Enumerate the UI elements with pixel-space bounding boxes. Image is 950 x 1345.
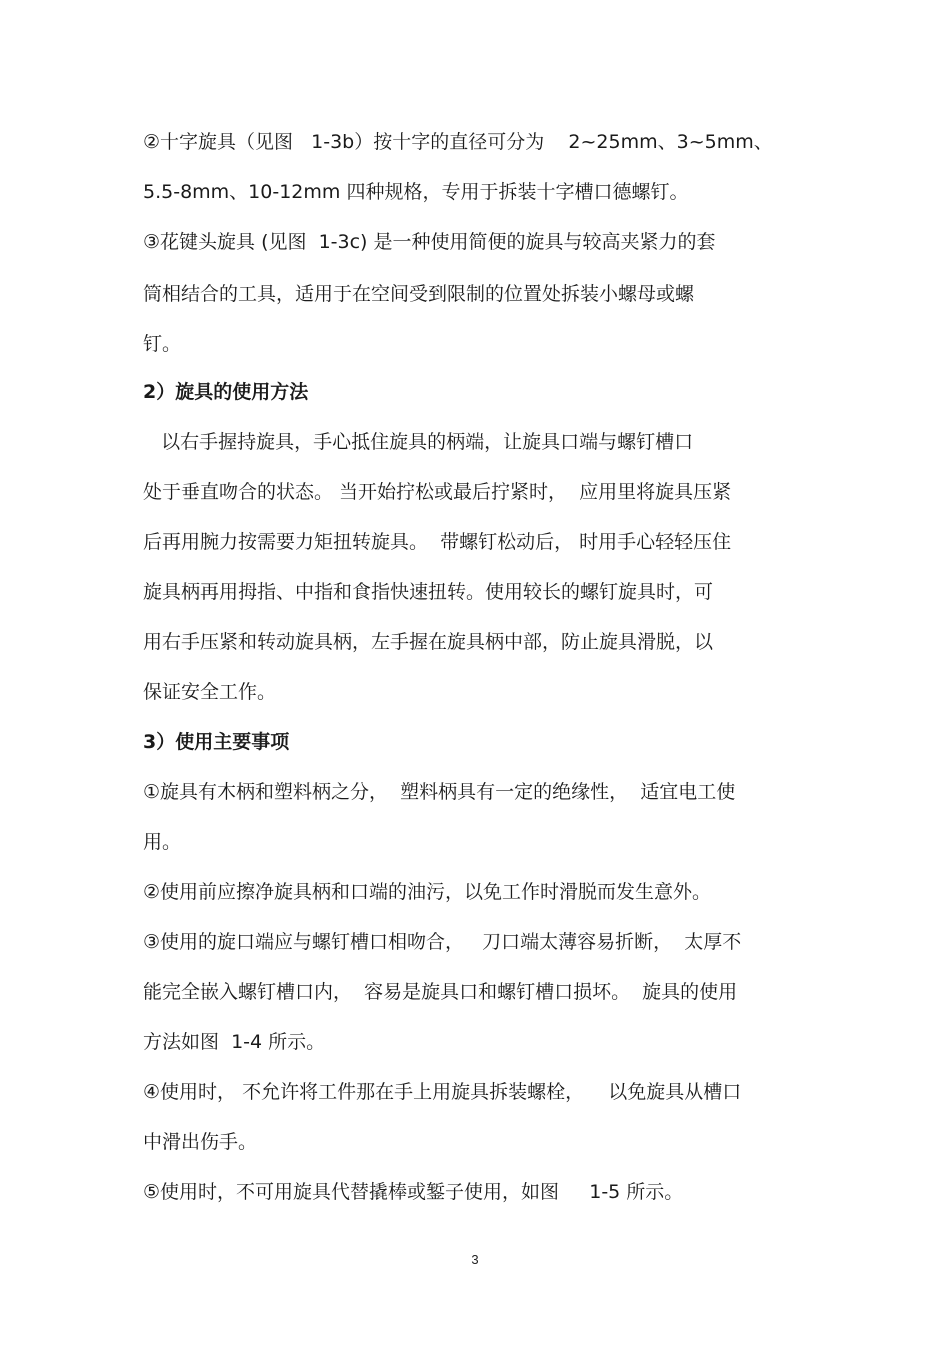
- page-number: 3: [471, 1252, 479, 1267]
- text-line: 用右手压紧和转动旋具柄，左手握在旋具柄中部，防止旋具滑脱，以: [143, 631, 714, 653]
- text-line: ②使用前应擦净旋具柄和口端的油污，以免工作时滑脱而发生意外。: [143, 881, 712, 903]
- text-line: ⑤使用时，不可用旋具代替撬棒或錾子使用，如图 1-5 所示。: [143, 1181, 684, 1203]
- text-line: ④使用时， 不允许将工件那在手上用旋具拆装螺栓， 以免旋具从槽口: [143, 1081, 742, 1103]
- text-line: ①旋具有木柄和塑料柄之分， 塑料柄具有一定的绝缘性， 适宜电工使: [143, 781, 736, 803]
- text-line: 以右手握持旋具，手心抵住旋具的柄端，让旋具口端与螺钉槽口: [143, 431, 694, 453]
- text-line: 后再用腕力按需要力矩扭转旋具。 带螺钉松动后， 时用手心轻轻压住: [143, 531, 732, 553]
- section-heading: 3）使用主要事项: [143, 731, 290, 753]
- text-line: 旋具柄再用拇指、中指和食指快速扭转。使用较长的螺钉旋具时，可: [143, 581, 714, 603]
- text-line: 能完全嵌入螺钉槽口内， 容易是旋具口和螺钉槽口损坏。 旋具的使用: [143, 981, 738, 1003]
- text-line: ③使用的旋口端应与螺钉槽口相吻合， 刀口端太薄容易折断， 太厚不: [143, 931, 742, 953]
- text-line: 处于垂直吻合的状态。 当开始拧松或最后拧紧时， 应用里将旋具压紧: [143, 481, 732, 503]
- text-line: 方法如图 1-4 所示。: [143, 1031, 326, 1053]
- text-line: 保证安全工作。: [143, 681, 277, 703]
- text-line: 筒相结合的工具，适用于在空间受到限制的位置处拆装小螺母或螺: [143, 283, 695, 305]
- text-line: ③花键头旋具 (见图 1-3c) 是一种使用简便的旋具与较高夹紧力的套: [143, 231, 716, 253]
- text-line: 钉。: [143, 333, 182, 355]
- section-heading: 2）旋具的使用方法: [143, 381, 309, 403]
- text-line: 5.5-8mm、10-12mm 四种规格，专用于拆装十字槽口德螺钉。: [143, 181, 689, 203]
- text-line: 用。: [143, 831, 182, 853]
- text-line: ②十字旋具（见图 1-3b）按十字的直径可分为 2~25mm、3~5mm、: [143, 131, 773, 153]
- text-line: 中滑出伤手。: [143, 1131, 258, 1153]
